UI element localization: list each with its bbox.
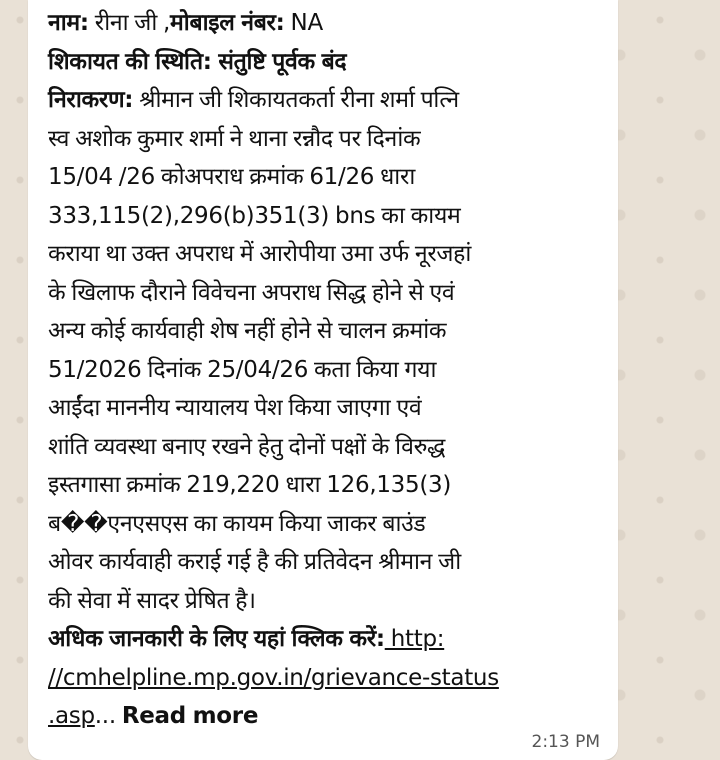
- grievance-link-part3[interactable]: .asp: [48, 703, 95, 729]
- message-bubble[interactable]: [28, 0, 618, 760]
- mobile-value: NA: [284, 10, 323, 36]
- name-label: नाम:: [48, 10, 89, 36]
- grievance-link-part1[interactable]: http:: [384, 626, 445, 652]
- read-more-button[interactable]: Read more: [121, 703, 259, 729]
- ellipsis: ...: [94, 703, 122, 729]
- message-timestamp: 2:13 PM: [531, 732, 600, 752]
- resolution-line-8: आईंदा माननीय न्यायालय पेश किया जाएगा एवं: [48, 395, 422, 421]
- more-info-label: अधिक जानकारी के लिए यहां क्लिक करें:: [48, 626, 385, 652]
- resolution-line-2: 15/04 /26 कोअपराध क्रमांक 61/26 धारा: [48, 164, 416, 190]
- resolution-line-10: इस्तगासा क्रमांक 219,220 धारा 126,135(3): [48, 472, 452, 498]
- resolution-line-5: के खिलाफ दौराने विवेचना अपराध सिद्ध होने से एवं: [48, 279, 455, 306]
- resolution-line-1: स्व अशोक कुमार शर्मा ने थाना रन्नौद पर दिनांक: [48, 125, 421, 152]
- name-line: [48, 4, 608, 43]
- resolution-line-6: अन्य कोई कार्यवाही शेष नहीं होने से चालन क्रमांक: [48, 318, 447, 344]
- message-text: [48, 4, 608, 736]
- status-line: शिकायत की स्थिति: संतुष्टि पूर्वक बंद: [48, 48, 347, 75]
- resolution-line-9: शांति व्यवस्था बनाए रखने हेतु दोनों पक्षों के विरुद्ध: [48, 433, 446, 460]
- name-value: रीना जी ,: [88, 10, 171, 36]
- link-line-2: [48, 659, 608, 698]
- resolution-line-13: की सेवा में सादर प्रेषित है।: [48, 587, 256, 614]
- resolution-line-4: कराया था उक्त अपराध में आरोपीया उमा उर्फ नूरजहां: [48, 241, 472, 267]
- more-info-line: [48, 620, 608, 659]
- resolution-line-11: ब��एनएसएस का कायम किया जाकर बाउंड: [48, 510, 426, 537]
- grievance-link-part2[interactable]: //cmhelpline.mp.gov.in/grievance-status: [48, 664, 499, 691]
- resolution-line-0: [48, 81, 608, 120]
- link-line-3: [48, 697, 608, 736]
- resolution-line-12: ओवर कार्यवाही कराई गई है की प्रतिवेदन श्रीमान जी: [48, 549, 461, 575]
- resolution-line-7: 51/2026 दिनांक 25/04/26 कता किया गया: [48, 356, 437, 383]
- resolution-line-3: 333,115(2),296(b)351(3) bns का कायम: [48, 202, 461, 229]
- resolution-text: श्रीमान जी शिकायतकर्ता रीना शर्मा पत्नि: [133, 87, 459, 113]
- resolution-label: निराकरण:: [48, 87, 134, 113]
- mobile-label: मोबाइल नंबर:: [170, 10, 285, 36]
